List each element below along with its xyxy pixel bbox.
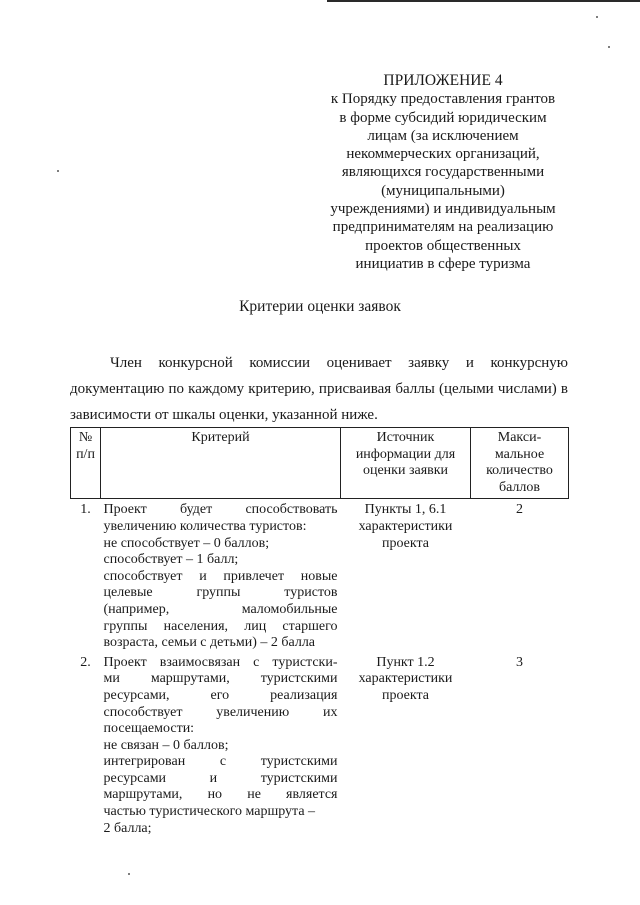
criterion-line: маршрутами, но не является [103, 787, 338, 803]
header-num [71, 428, 101, 499]
criterion-line: 2 балла; [103, 820, 152, 836]
header-source-line: информации для [355, 446, 456, 462]
criterion-line: увеличению количества туристов: [103, 518, 307, 534]
criterion-cell [101, 499, 341, 652]
criterion-line: (например, маломобильные [103, 601, 338, 617]
scan-speck [596, 16, 598, 18]
header-num-line: п/п [76, 446, 95, 462]
source-line: проекта [382, 687, 429, 703]
criterion-line: способствует и привлечет новые [103, 568, 338, 584]
page-title: Критерии оценки заявок [239, 298, 401, 315]
table-row [71, 499, 569, 652]
appendix-line: проектов общественных [365, 237, 521, 254]
table-row [71, 652, 569, 838]
criterion-line: способствует – 1 балл; [103, 552, 239, 568]
criterion-cell [101, 652, 341, 838]
appendix-heading: ПРИЛОЖЕНИЕ 4 [383, 72, 503, 89]
scan-speck [57, 170, 59, 172]
appendix-line: некоммерческих организаций, [346, 146, 540, 163]
table-header-row [71, 428, 569, 499]
criteria-table [70, 427, 569, 837]
appendix-line: к Порядку предоставления грантов [330, 91, 556, 108]
source-line: характеристики [358, 671, 453, 687]
header-max-line: баллов [498, 479, 541, 495]
appendix-line: в форме субсидий юридическим [339, 109, 547, 126]
appendix-line: лицам (за исключением [367, 127, 519, 144]
header-num-line: № [78, 430, 93, 445]
intro-paragraph: Член конкурсной комиссии оценивает заявку и конкурсную документацию по каждому критерию, присваивая баллы (целыми числами) в зависимости от шкалы оценки, указанной ниже. [70, 355, 568, 423]
appendix-line: являющихся государственными [341, 164, 545, 181]
source-line: Пункт 1.2 [376, 654, 435, 670]
criterion-line: целевые группы туристов [103, 585, 338, 601]
header-max-line: мальное [494, 446, 545, 462]
source-cell [341, 652, 471, 838]
scan-speck [128, 873, 130, 875]
header-source-line: оценки заявки [362, 463, 449, 479]
criterion-line: не способствует – 0 баллов; [103, 535, 270, 551]
criterion-line: не связан – 0 баллов; [103, 737, 229, 753]
criterion-line: Проект взаимосвязан с туристски- [103, 654, 338, 670]
criterion-line: возраста, семьи с детьми) – 2 балла [103, 635, 316, 651]
criterion-line: ми маршрутами, туристскими [103, 671, 338, 687]
appendix-line: предпринимателям на реализацию [332, 219, 554, 236]
criterion-line: способствует увеличению их [103, 704, 338, 720]
max-score-cell: 2 [516, 502, 523, 518]
header-max-line: Макси- [497, 430, 542, 445]
criterion-line: частью туристического маршрута – [103, 804, 316, 820]
source-line: характеристики [358, 518, 453, 534]
source-cell [341, 499, 471, 652]
appendix-block [318, 72, 568, 273]
header-criterion: Критерий [101, 428, 341, 499]
header-max-line: количество [486, 463, 553, 479]
appendix-line: учреждениями) и индивидуальным [330, 201, 556, 218]
header-source [341, 428, 471, 499]
criterion-line: Проект будет способствовать [103, 502, 338, 518]
header-source-line: Источник [376, 430, 435, 445]
criterion-line: ресурсами, его реализация [103, 687, 338, 703]
appendix-line: (муниципальными) [381, 182, 505, 199]
criterion-line: интегрирован с туристскими [103, 754, 338, 770]
source-line: Пункты 1, 6.1 [364, 502, 447, 518]
source-line: проекта [382, 535, 429, 551]
appendix-line: инициатив в сфере туризма [355, 255, 531, 272]
row-number: 1. [80, 502, 91, 518]
criterion-line: группы населения, лиц старшего [103, 618, 338, 634]
criterion-line: посещаемости: [103, 721, 195, 737]
max-score-cell: 3 [516, 654, 523, 670]
criterion-line: ресурсами и туристскими [103, 770, 338, 786]
top-rule [327, 0, 640, 2]
header-max-score [471, 428, 569, 499]
scan-speck [608, 46, 610, 48]
row-number: 2. [80, 654, 91, 670]
